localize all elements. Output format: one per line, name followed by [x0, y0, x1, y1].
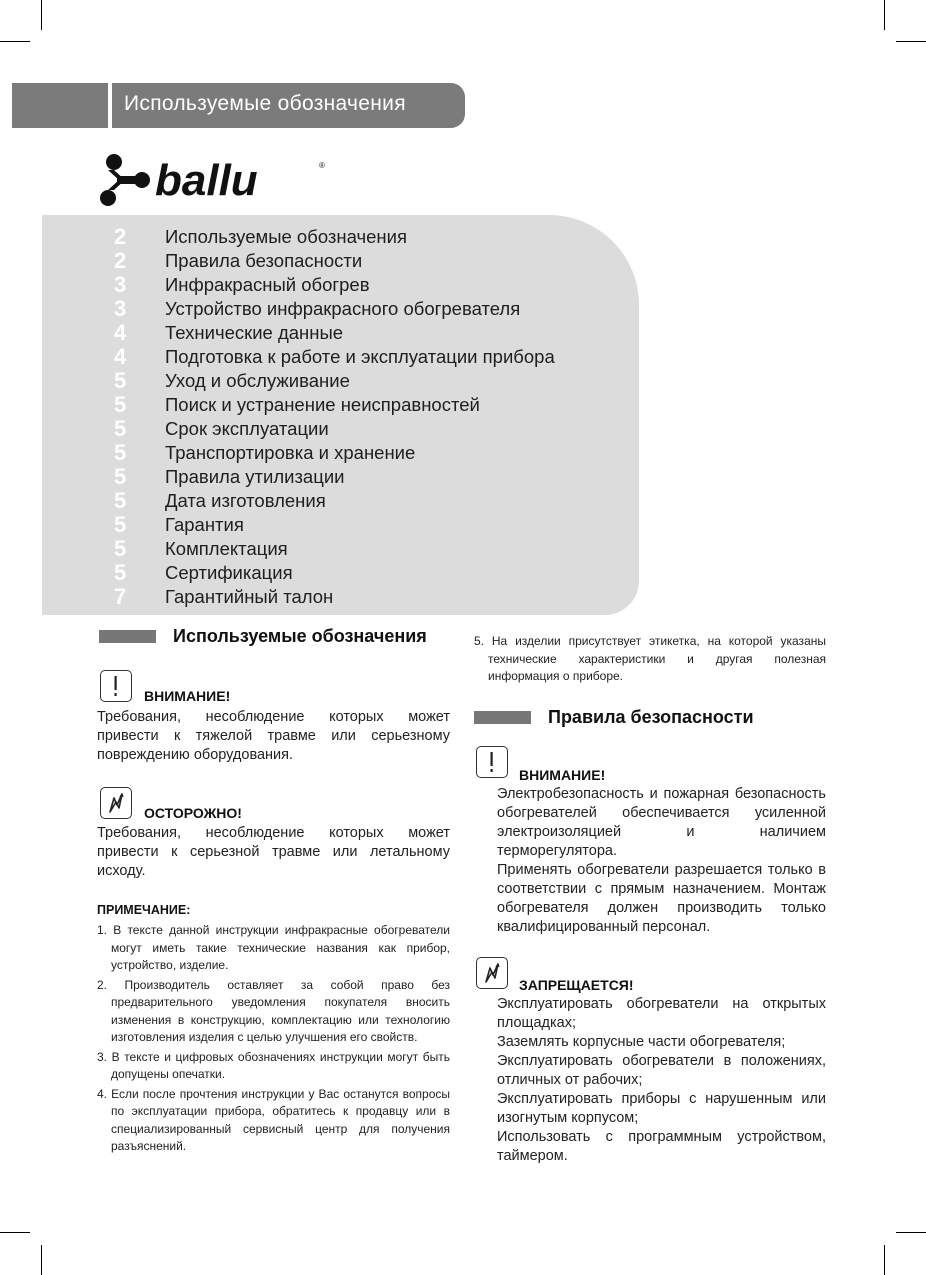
toc-page-number: 5 — [114, 512, 127, 537]
toc-item-title: Гарантийный талон — [165, 586, 334, 607]
toc-page-number: 2 — [114, 248, 127, 273]
toc-item-title: Срок эксплуатации — [165, 418, 329, 439]
toc-page-number: 3 — [114, 272, 127, 297]
caution-title: ОСТОРОЖНО! — [144, 805, 242, 821]
page-title: Используемые обозначения — [124, 92, 406, 115]
toc-item-title: Поиск и устранение неисправностей — [165, 394, 480, 415]
toc-page-number: 5 — [114, 392, 127, 417]
toc-item-title: Инфракрасный обогрев — [165, 274, 370, 295]
list-item: Эксплуатировать приборы с нарушенным или изогнутым корпусом; — [497, 1091, 826, 1126]
toc-page-number: 5 — [114, 368, 127, 393]
section-heading-legend — [99, 626, 427, 647]
page-header — [12, 83, 465, 128]
list-item: Использовать с программным устройством, таймером. — [497, 1129, 826, 1164]
note-5 — [474, 633, 826, 688]
ballu-logo-mark — [97, 152, 337, 212]
crop-mark — [0, 41, 30, 42]
toc-item-title: Правила утилизации — [165, 466, 345, 487]
toc-page-number: 5 — [114, 416, 127, 441]
section-bar — [99, 630, 156, 643]
toc-page-number: 4 — [114, 320, 127, 345]
crop-mark — [41, 1245, 42, 1275]
toc-item-title: Транспортировка и хранение — [165, 442, 416, 463]
crop-mark — [884, 0, 885, 30]
list-item: Заземлять корпусные части обогревателя; — [497, 1034, 786, 1050]
toc-page-number: 2 — [114, 224, 127, 249]
toc-item-title: Дата изготовления — [165, 490, 326, 511]
list-item: 2. Производитель оставляет за собой право без предварительного уведомления покупателя вносить изменения в конструкцию, комплектацию или технологию изготовления изделия с целью улучшения его свойств. — [97, 977, 450, 1044]
toc-item-title: Технические данные — [165, 322, 344, 343]
section-title: Правила безопасности — [548, 707, 754, 727]
toc-page-number: 5 — [114, 536, 127, 561]
list-item: Эксплуатировать обогреватели в положениях, отличных от рабочих; — [497, 1053, 826, 1088]
toc-page-number: 5 — [114, 560, 127, 585]
lightning-icon — [100, 787, 132, 819]
registered-mark: ® — [319, 161, 325, 170]
caution-text: Требования, несоблюдение которых может привести к серьезной травме или летальному исходу. — [97, 825, 450, 879]
crop-mark — [884, 1245, 885, 1275]
notes-list — [97, 922, 450, 1158]
forbidden-list — [497, 995, 826, 1166]
section-bar — [474, 711, 531, 724]
toc-page-number: 4 — [114, 344, 127, 369]
safety-paragraph: Применять обогреватели разрешается только в соответствии с прямым назначением. Монтаж обогревателя должен производить только квалифицированный персонал. — [497, 862, 826, 935]
toc-item-title: Используемые обозначения — [165, 226, 407, 247]
ballu-logo — [97, 152, 337, 212]
section-heading-safety — [474, 707, 754, 728]
toc-item-title: Устройство инфракрасного обогревателя — [165, 298, 521, 319]
note-title: ПРИМЕЧАНИЕ: — [97, 903, 191, 917]
toc-page-number: 7 — [114, 584, 127, 609]
crop-mark — [896, 1232, 926, 1233]
exclamation-icon — [100, 670, 132, 702]
safety-paragraph: Электробезопасность и пожарная безопасность обогревателей обеспечивается усиленной электроизоляцией и наличием терморегулятора. — [497, 786, 826, 859]
toc-item-title: Гарантия — [165, 514, 244, 535]
list-item: 4. Если после прочтения инструкции у Вас останутся вопросы по эксплуатации прибора, обратитесь к продавцу или в специализированный сервисный центр для получения разъяснений. — [97, 1086, 450, 1153]
exclamation-icon — [476, 746, 508, 778]
list-item: 1. В тексте данной инструкции инфракрасные обогреватели могут иметь такие технические названия как прибор, устройство, изделие. — [97, 923, 450, 972]
attention-text: Требования, несоблюдение которых может привести к тяжелой травме или серьезному повреждению оборудования. — [97, 709, 450, 763]
forbidden-title: ЗАПРЕЩАЕТСЯ! — [519, 977, 634, 993]
attention-title: ВНИМАНИЕ! — [519, 767, 606, 783]
toc-item-title: Уход и обслуживание — [165, 370, 350, 391]
safety-text — [497, 785, 826, 937]
toc-page-number: 5 — [114, 488, 127, 513]
toc-item-title: Подготовка к работе и эксплуатации прибора — [165, 346, 555, 367]
brand-name: ballu — [155, 156, 258, 205]
attention-title: ВНИМАНИЕ! — [144, 688, 231, 704]
list-item: Эксплуатировать обогреватели на открытых площадках; — [497, 996, 826, 1031]
list-item: 5. На изделии присутствует этикетка, на которой указаны технические характеристики и другая полезная информация о приборе. — [474, 634, 826, 683]
toc-item-title: Правила безопасности — [165, 250, 363, 271]
toc-page-number: 5 — [114, 440, 127, 465]
crop-mark — [0, 1232, 30, 1233]
crop-mark — [41, 0, 42, 30]
toc-page-number: 5 — [114, 464, 127, 489]
table-of-contents — [42, 215, 639, 615]
toc-item-title: Сертификация — [165, 562, 293, 583]
lightning-icon — [476, 957, 508, 989]
toc-page-number: 3 — [114, 296, 127, 321]
list-item: 3. В тексте и цифровых обозначениях инструкции могут быть допущены опечатки. — [97, 1049, 450, 1081]
toc-item-title: Комплектация — [165, 538, 288, 559]
section-title: Используемые обозначения — [173, 626, 427, 646]
header-divider — [108, 83, 112, 128]
crop-mark — [896, 41, 926, 42]
